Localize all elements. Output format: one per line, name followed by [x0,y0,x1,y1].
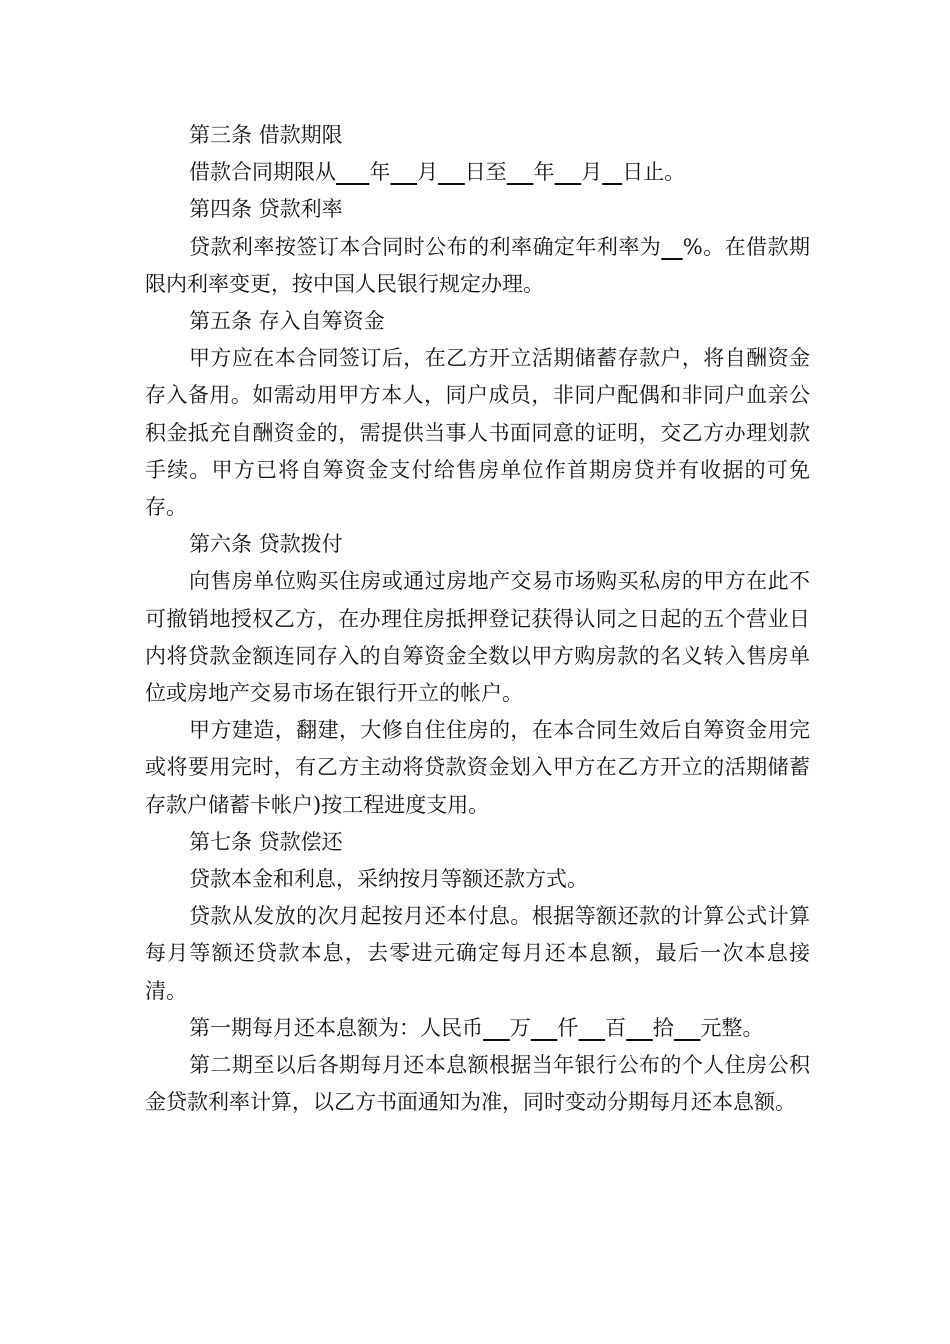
article-6-paragraph-2: 甲方建造，翻建，大修自住住房的，在本合同生效后自筹资金用完或将要用完时，有乙方主动将贷款资金划入甲方在乙方开立的活期储蓄存款户储蓄卡帐户)按工程进度支用。 [145,718,810,817]
article-6-paragraph-1: 向售房单位购买住房或通过房地产交易市场购买私房的甲方在此不可撤销地授权乙方，在办理住房抵押登记获得认同之日起的五个营业日内将贷款金额连同存入的自筹资金全数以甲方购房款的名义转入售房单位或房地产交易市场在银行开立的帐户。 [145,569,810,706]
article-7-paragraph-2: 贷款从发放的次月起按月还本付息。根据等额还款的计算公式计算每月等额还贷款本息，去零进元确定每月还本息额，最后一次本息接清。 [145,904,810,1003]
blank-qian [531,1016,558,1040]
blank-wan [483,1016,510,1040]
article-7-paragraph-3: 第一期每月还本息额为：人民币 万 仟 百 拾 元整。 [189,1015,764,1040]
article-4-text: 贷款利率按签订本合同时公布的利率确定年利率为 %。在借款期限内利率变更，按中国人民银行规定办理。 [145,234,810,296]
blank-shi [626,1016,653,1040]
blank-end-month [555,160,582,184]
article-4-heading: 第四条 贷款利率 [189,197,343,222]
article-5-text: 甲方应在本合同签订后，在乙方开立活期储蓄存款户，将自酬资金存入备用。如需动用甲方本人，同户成员，非同户配偶和非同户血亲公积金抵充自酬资金的，需提供当事人书面同意的证明，交乙方办理划款手续。甲方已将自筹资金支付给售房单位作首期房贷并有收据的可免存。 [145,346,810,520]
article-3-text: 借款合同期限从 年 月 日至 年 月 日止。 [189,160,686,185]
blank-interest-rate [661,235,682,259]
article-5-heading: 第五条 存入自筹资金 [189,309,385,334]
blank-start-year [336,160,369,184]
blank-yuan [674,1016,701,1040]
document-page [145,117,810,1121]
article-7-paragraph-1: 贷款本金和利息，采纳按月等额还款方式。 [189,867,588,892]
blank-start-month [390,160,417,184]
blank-bai [578,1016,605,1040]
blank-end-day [602,160,622,184]
article-7-paragraph-4: 第二期至以后各期每月还本息额根据当年银行公布的个人住房公积金贷款利率计算，以乙方书面通知为准，同时变动分期每月还本息额。 [145,1053,810,1115]
article-3-heading: 第三条 借款期限 [189,123,343,147]
blank-start-day [438,160,465,184]
article-7-heading: 第七条 贷款偿还 [189,829,343,854]
blank-end-year [507,160,534,184]
article-6-heading: 第六条 贷款拨付 [189,532,343,557]
